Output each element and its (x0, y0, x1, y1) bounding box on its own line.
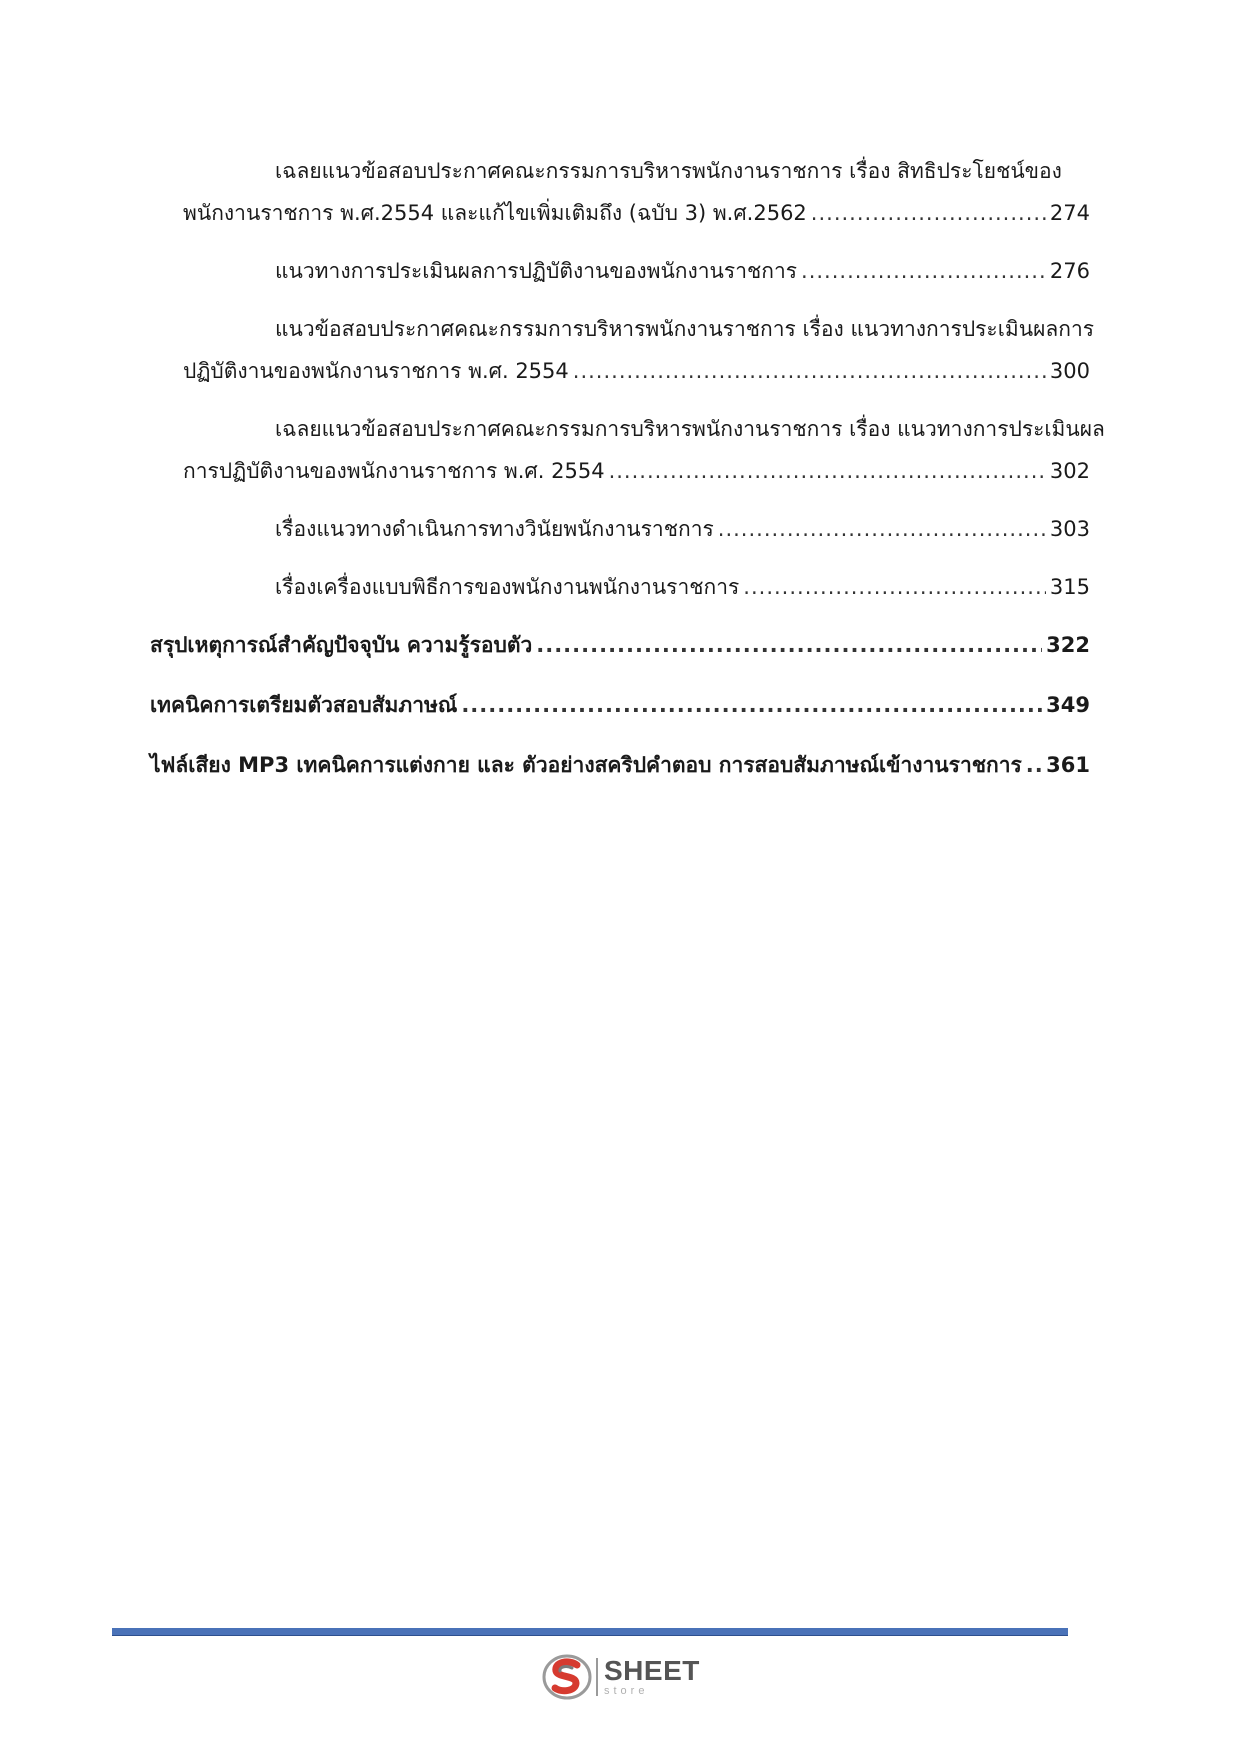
toc-entry[interactable] (150, 508, 1090, 550)
dot-leader (536, 624, 1042, 666)
toc-major-entry-title: สรุปเหตุการณ์สำคัญปัจจุบัน ความรู้รอบตัว (150, 633, 533, 657)
toc-entry-title: แนวทางการประเมินผลการปฏิบัติงานของพนักงานราชการ (275, 259, 798, 283)
footer-divider (112, 1628, 1068, 1636)
logo-divider (596, 1658, 598, 1696)
sheet-store-logo (542, 1652, 700, 1702)
toc-page-number: 274 (1049, 201, 1090, 225)
toc-entry-title-line-2: พนักงานราชการ พ.ศ.2554 และแก้ไขเพิ่มเติมถึง (ฉบับ 3) พ.ศ.2562 (183, 201, 807, 225)
toc-entry[interactable] (150, 150, 1090, 234)
toc-entry-title: เรื่องแนวทางดำเนินการทางวินัยพนักงานราชการ (275, 517, 714, 541)
toc-major-entry[interactable] (150, 624, 1090, 666)
toc-entry[interactable] (150, 250, 1090, 292)
toc-major-entry-title: ไฟล์เสียง MP3 เทคนิคการแต่งกาย และ ตัวอย่างสคริปคำตอบ การสอบสัมภาษณ์เข้างานราชการ (150, 753, 1022, 777)
toc-major-entry-title: เทคนิคการเตรียมตัวสอบสัมภาษณ์ (150, 693, 458, 717)
dot-leader (811, 192, 1046, 234)
toc-page-number: 276 (1049, 259, 1090, 283)
toc-entry-title-line-1: แนวข้อสอบประกาศคณะกรรมการบริหารพนักงานราชการ เรื่อง แนวทางการประเมินผลการ (275, 317, 1095, 341)
toc-entry-title-line-2: ปฏิบัติงานของพนักงานราชการ พ.ศ. 2554 (183, 359, 569, 383)
dot-leader (743, 566, 1046, 608)
dot-leader (718, 508, 1046, 550)
dot-leader (801, 250, 1046, 292)
toc-entry[interactable] (150, 566, 1090, 608)
toc-entry-title-line-1: เฉลยแนวข้อสอบประกาศคณะกรรมการบริหารพนักงานราชการ เรื่อง แนวทางการประเมินผล (275, 417, 1105, 441)
toc-page-number: 349 (1046, 693, 1090, 717)
toc-page-number: 303 (1049, 517, 1090, 541)
toc-major-entry[interactable] (150, 744, 1090, 786)
toc-page-number: 322 (1046, 633, 1090, 657)
dot-leader (1026, 744, 1042, 786)
toc-entry-title: เรื่องเครื่องแบบพิธีการของพนักงานพนักงานราชการ (275, 575, 740, 599)
toc-entry[interactable] (150, 408, 1105, 492)
logo-tagline: store (604, 1685, 649, 1697)
table-of-contents (150, 150, 1105, 804)
toc-page-number: 302 (1049, 459, 1090, 483)
toc-entry-title-line-1: เฉลยแนวข้อสอบประกาศคณะกรรมการบริหารพนักงานราชการ เรื่อง สิทธิประโยชน์ของ (275, 159, 1062, 183)
logo-wordmark (604, 1657, 700, 1697)
toc-page-number: 300 (1049, 359, 1090, 383)
dot-leader (573, 350, 1046, 392)
toc-entry[interactable] (150, 308, 1095, 392)
toc-major-entry[interactable] (150, 684, 1090, 726)
logo-name: SHEET (604, 1655, 700, 1686)
toc-page-number: 315 (1049, 575, 1090, 599)
dot-leader (609, 450, 1046, 492)
sheet-store-s-logo-icon (542, 1652, 592, 1702)
toc-entry-title-line-2: การปฏิบัติงานของพนักงานราชการ พ.ศ. 2554 (183, 459, 605, 483)
toc-page-number: 361 (1046, 753, 1090, 777)
dot-leader (461, 684, 1042, 726)
